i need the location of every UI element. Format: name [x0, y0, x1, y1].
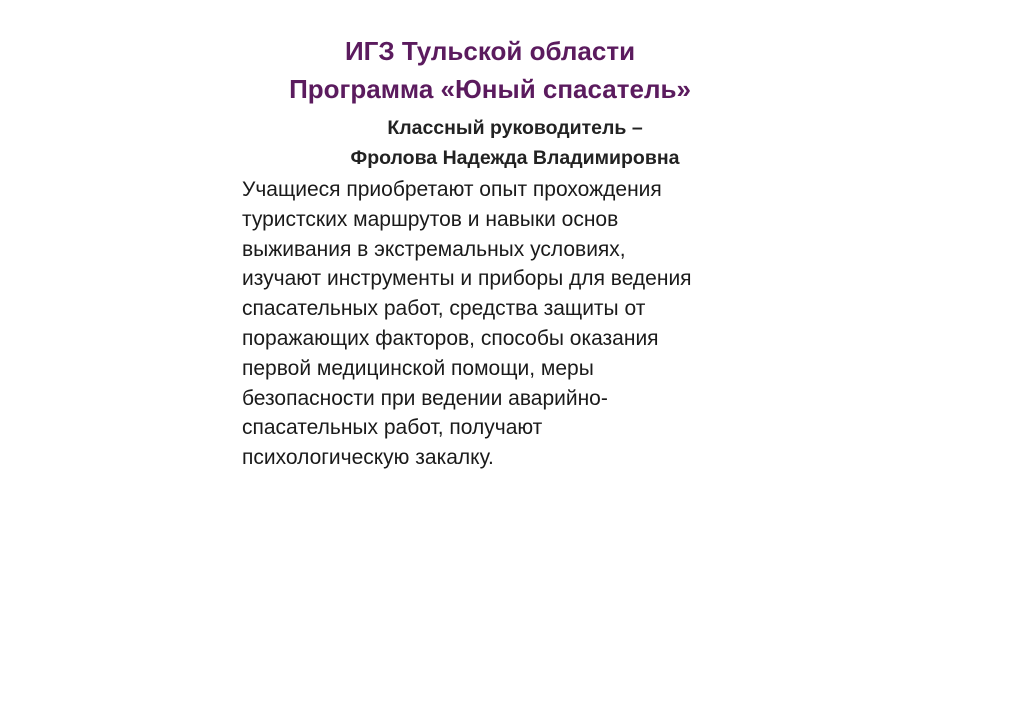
subtitle-line: Фролова Надежда Владимировна [350, 147, 680, 169]
body-line: поражающих факторов, способы оказания [242, 326, 659, 350]
body-line: безопасности при ведении аварийно- [242, 386, 608, 410]
body-line: туристских маршрутов и навыки основ [242, 207, 619, 231]
slide-title [250, 32, 730, 108]
body-line: Учащиеся приобретают опыт прохождения [242, 178, 662, 201]
body-line: первой медицинской помощи, меры [242, 356, 594, 380]
body-line: спасательных работ, получают [242, 416, 543, 440]
title-line: ИГЗ Тульской области [344, 36, 636, 66]
body-line: изучают инструменты и приборы для ведения [242, 267, 692, 291]
body-line: психологическую закалку. [242, 446, 494, 470]
title-line: Программа «Юный спасатель» [289, 74, 691, 104]
slide-subtitle [290, 113, 740, 173]
slide-body-text [242, 175, 782, 473]
subtitle-line: Классный руководитель – [387, 117, 643, 139]
body-line: выживания в экстремальных условиях, [242, 237, 626, 261]
body-line: спасательных работ, средства защиты от [242, 297, 646, 321]
